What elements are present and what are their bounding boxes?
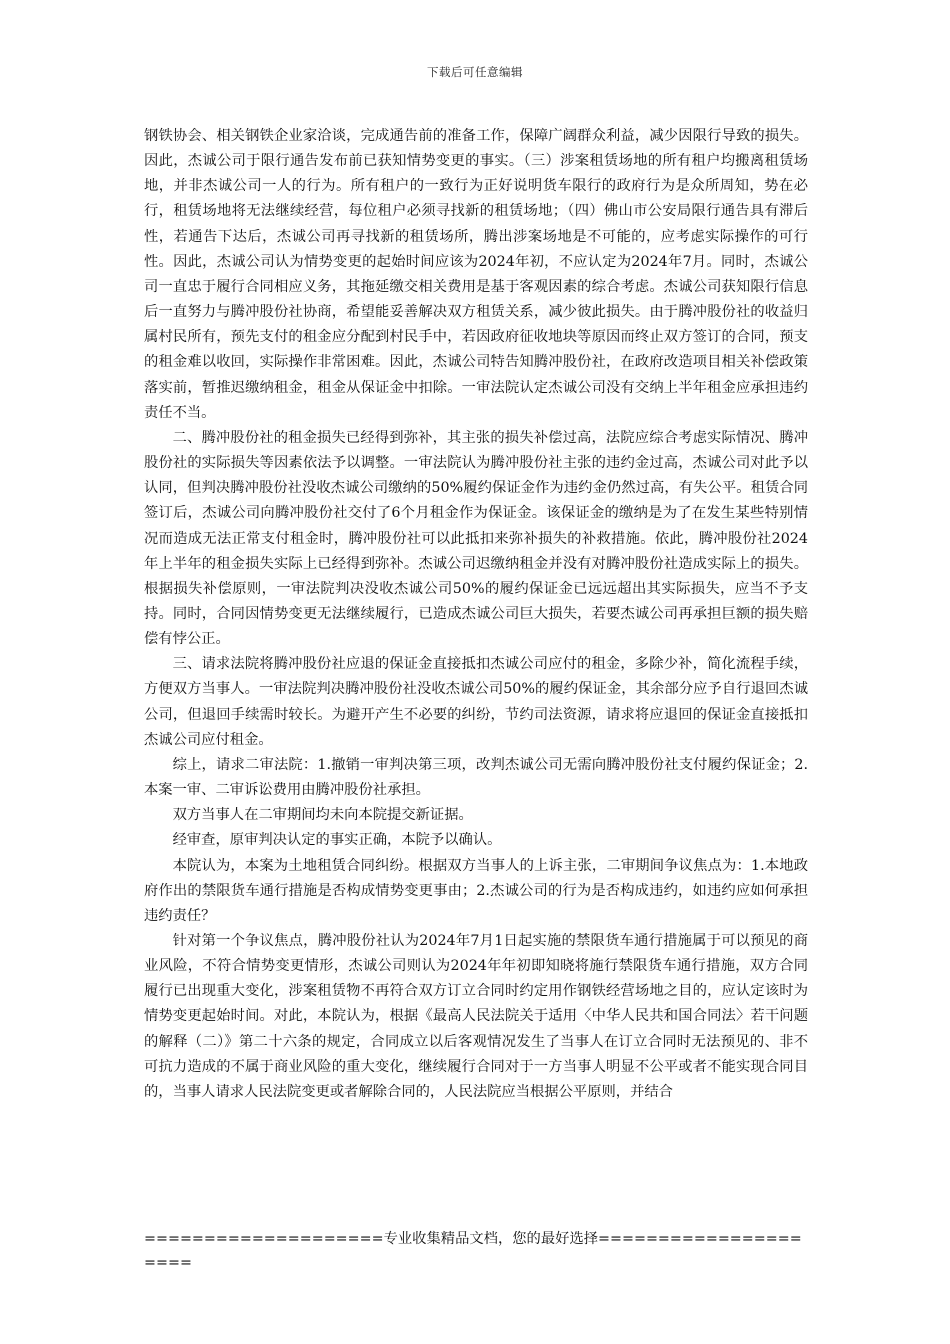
paragraph: 经审查，原审判决认定的事实正确，本院予以确认。 [172,832,502,849]
page-footer: ====================专业收集精品文档，您的最好选择===================== [144,1231,802,1271]
paragraph: 三、请求法院将腾冲股份社应退的保证金直接抵扣杰诚公司应付的租金，多除少补，简化流程手续，方便双方当事人。一审法院判决腾冲股份社没收杰诚公司50%的履约保证金，其余部分应予自行退回杰诚公司，但退回手续需时较长。为避开产生不必要的纠纷，节约司法资源，请求将应退回的保证金直接抵扣杰诚公司应付租金。 [144,656,808,748]
document-body [144,124,808,1105]
paragraph: 双方当事人在二审期间均未向本院提交新证据。 [172,807,473,824]
paragraph: 钢铁协会、相关钢铁企业家洽谈，完成通告前的准备工作，保障广阔群众利益，减少因限行导致的损失。因此，杰诚公司于限行通告发布前已获知情势变更的事实。（三）涉案租赁场地的所有租户均搬离租赁场地，并非杰诚公司一人的行为。所有租户的一致行为正好说明货车限行的政府行为是众所周知，势在必行，租赁场地将无法继续经营，每位租户必须寻找新的租赁场地；（四）佛山市公安局限行通告具有滞后性，若通告下达后，杰诚公司再寻找新的租赁场所，腾出涉案场地是不可能的，应考虑实际操作的可行性。因此，杰诚公司认为情势变更的起始时间应该为2024年初，不应认定为2024年7月。同时，杰诚公司一直忠于履行合同相应义务，其拖延缴交相关费用是基于客观因素的综合考虑。杰诚公司获知限行信息后一直努力与腾冲股份社协商，希望能妥善解决双方租赁关系，减少彼此损失。由于腾冲股份社的收益归属村民所有，预先支付的租金应分配到村民手中，若因政府征收地块等原因而终止双方签订的合同，预支的租金难以收回，实际操作非常困难。因此，杰诚公司特告知腾冲股份社，在政府改造项目相关补偿政策落实前，暂推迟缴纳租金，租金从保证金中扣除。一审法院认定杰诚公司没有交纳上半年租金应承担违约责任不当。 [144,128,808,421]
paragraph: 二、腾冲股份社的租金损失已经得到弥补，其主张的损失补偿过高，法院应综合考虑实际情况、腾冲股份社的实际损失等因素依法予以调整。一审法院认为腾冲股份社主张的违约金过高，杰诚公司对此予以认同，但判决腾冲股份社没收杰诚公司缴纳的50%履约保证金作为违约金仍然过高，有失公平。租赁合同签订后，杰诚公司向腾冲股份社交付了6个月租金作为保证金。该保证金的缴纳是为了在发生某些特别情况而造成无法正常支付租金时，腾冲股份社可以此抵扣来弥补损失的补救措施。依此，腾冲股份社2024年上半年的租金损失实际上已经得到弥补。杰诚公司迟缴纳租金并没有对腾冲股份社造成实际上的损失。根据损失补偿原则，一审法院判决没收杰诚公司50%的履约保证金已远远超出其实际损失，应当不予支持。同时，合同因情势变更无法继续履行，已造成杰诚公司巨大损失，若要杰诚公司再承担巨额的损失赔偿有悖公正。 [144,429,808,648]
paragraph: 针对第一个争议焦点，腾冲股份社认为2024年7月1日起实施的禁限货车通行措施属于可以预见的商业风险，不符合情势变更情形，杰诚公司则认为2024年年初即知晓将施行禁限货车通行措施，双方合同履行已出现重大变化，涉案租赁物不再符合双方订立合同时约定用作钢铁经营场地之目的，应认定该时为情势变更起始时间。对此，本院认为，根据《最高人民法院关于适用〈中华人民共和国合同法〉若干问题的解释（二）》第二十六条的规定，合同成立以后客观情况发生了当事人在订立合同时无法预见的、非不可抗力造成的不属于商业风险的重大变化，继续履行合同对于一方当事人明显不公平或者不能实现合同目的，当事人请求人民法院变更或者解除合同的，人民法院应当根据公平原则，并结合 [144,933,808,1100]
paragraph: 综上，请求二审法院：1.撤销一审判决第三项，改判杰诚公司无需向腾冲股份社支付履约保证金；2.本案一审、二审诉讼费用由腾冲股份社承担。 [144,756,808,799]
page-header: 下载后可任意编辑 [427,65,523,79]
paragraph: 本院认为，本案为土地租赁合同纠纷。根据双方当事人的上诉主张，二审期间争议焦点为：1.本地政府作出的禁限货车通行措施是否构成情势变更事由；2.杰诚公司的行为是否构成违约，如违约应如何承担违约责任？ [144,857,808,924]
